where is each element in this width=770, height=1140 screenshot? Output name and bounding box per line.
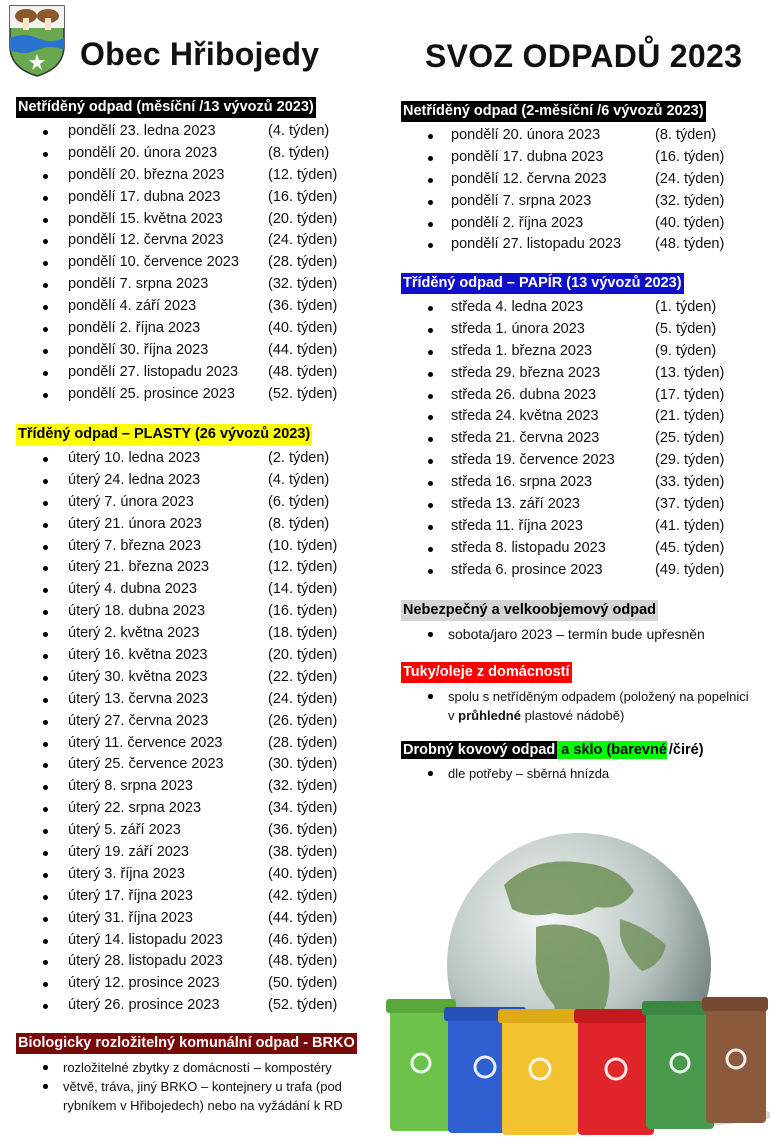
oils-heading: Tuky/oleje z domácností — [401, 662, 572, 683]
schedule-date: středa 26. dubna 2023 — [451, 386, 597, 403]
schedule-week: (13. týden) — [655, 364, 725, 381]
schedule-week: (45. týden) — [655, 539, 725, 556]
schedule-date: úterý 25. července 2023 — [68, 756, 224, 773]
schedule-week: (24. týden) — [655, 170, 725, 187]
schedule-date: pondělí 15. května 2023 — [68, 210, 223, 227]
schedule-date: středa 11. října 2023 — [451, 517, 583, 534]
schedule-item — [16, 209, 338, 231]
schedule-week: (40. týden) — [268, 320, 338, 337]
schedule-item — [16, 536, 338, 558]
schedule-week: (16. týden) — [268, 603, 338, 620]
schedule-date: úterý 10. ledna 2023 — [68, 450, 201, 466]
schedule-week: (46. týden) — [268, 931, 338, 948]
schedule-item — [401, 147, 725, 169]
schedule-date: pondělí 27. listopadu 2023 — [451, 236, 622, 253]
schedule-week: (36. týden) — [268, 298, 338, 315]
glass-clear-heading-part: /čiré) — [668, 742, 704, 758]
schedule-item — [16, 143, 330, 165]
schedule-week: (32. týden) — [268, 276, 338, 293]
schedule-date: pondělí 20. února 2023 — [68, 144, 218, 161]
schedule-item — [16, 886, 338, 908]
schedule-item — [16, 230, 338, 252]
schedule-date: pondělí 25. prosince 2023 — [68, 385, 235, 402]
metal-glass-heading — [401, 741, 706, 760]
schedule-week: (17. týden) — [655, 386, 725, 403]
schedule-date: úterý 27. června 2023 — [68, 712, 209, 729]
mixed-waste-bimonthly-list — [401, 125, 725, 256]
schedule-date: úterý 3. října 2023 — [68, 865, 185, 882]
schedule-week: (6. týden) — [268, 493, 330, 510]
schedule-item — [16, 384, 338, 406]
schedule-item — [16, 689, 338, 711]
coat-of-arms-icon — [6, 2, 68, 78]
schedule-date: úterý 4. dubna 2023 — [68, 581, 197, 598]
schedule-date: úterý 31. října 2023 — [68, 909, 193, 926]
schedule-item — [16, 667, 338, 689]
schedule-date: středa 21. června 2023 — [451, 430, 600, 447]
schedule-date: pondělí 20. března 2023 — [68, 166, 225, 183]
metal-heading-part: Drobný kovový odpad — [403, 742, 556, 758]
schedule-week: (16. týden) — [268, 188, 338, 205]
schedule-item — [16, 121, 330, 143]
schedule-week: (10. týden) — [268, 537, 338, 554]
schedule-item — [16, 733, 338, 755]
schedule-date: pondělí 20. února 2023 — [451, 127, 601, 143]
village-name: Obec Hřibojedy — [80, 36, 320, 72]
schedule-date: úterý 5. září 2023 — [68, 822, 181, 839]
schedule-item — [401, 406, 725, 428]
schedule-week: (8. týden) — [268, 144, 330, 161]
schedule-week: (14. týden) — [268, 581, 338, 598]
hazardous-waste-notes — [401, 625, 705, 644]
schedule-item — [16, 557, 338, 579]
schedule-week: (28. týden) — [268, 254, 338, 271]
schedule-week: (44. týden) — [268, 909, 338, 926]
schedule-date: pondělí 4. září 2023 — [68, 298, 197, 315]
schedule-week: (2. týden) — [268, 450, 330, 466]
schedule-week: (33. týden) — [655, 474, 725, 491]
schedule-item — [401, 125, 717, 147]
schedule-item — [16, 318, 338, 340]
schedule-item — [16, 492, 330, 514]
bio-waste-heading: Biologicky rozložitelný komunální odpad - BRKO — [16, 1033, 357, 1054]
metal-glass-note: dle potřeby – sběrná hnízda — [401, 764, 706, 783]
schedule-date: pondělí 17. dubna 2023 — [451, 148, 604, 165]
schedule-date: úterý 7. března 2023 — [68, 537, 202, 554]
schedule-item — [16, 514, 330, 536]
globe-recycling-bins-icon — [384, 815, 770, 1137]
schedule-date: úterý 26. prosince 2023 — [68, 997, 220, 1014]
schedule-week: (30. týden) — [268, 756, 338, 773]
schedule-week: (8. týden) — [268, 515, 330, 532]
schedule-date: úterý 18. dubna 2023 — [68, 603, 206, 620]
schedule-item — [16, 711, 338, 733]
paper-waste-section — [401, 273, 725, 582]
schedule-week: (28. týden) — [268, 734, 338, 751]
schedule-week: (26. týden) — [268, 712, 338, 729]
schedule-date: středa 6. prosince 2023 — [451, 561, 603, 578]
schedule-item — [16, 908, 338, 930]
schedule-item — [401, 234, 725, 256]
schedule-date: úterý 7. února 2023 — [68, 493, 194, 510]
schedule-week: (52. týden) — [268, 385, 338, 402]
schedule-item — [16, 340, 338, 362]
schedule-week: (48. týden) — [268, 953, 338, 970]
bio-note-compost: rozložitelné zbytky z domácností – kompostéry — [16, 1058, 366, 1077]
schedule-week: (52. týden) — [268, 997, 338, 1014]
schedule-date: pondělí 2. října 2023 — [451, 214, 584, 231]
plastic-waste-section — [16, 424, 338, 1017]
schedule-date: úterý 8. srpna 2023 — [68, 778, 193, 795]
schedule-item — [401, 516, 725, 538]
schedule-item — [401, 213, 725, 235]
bio-waste-notes — [16, 1058, 366, 1115]
schedule-week: (21. týden) — [655, 408, 725, 425]
schedule-date: úterý 22. srpna 2023 — [68, 800, 202, 817]
schedule-date: pondělí 7. srpna 2023 — [451, 192, 592, 209]
schedule-date: pondělí 30. října 2023 — [68, 341, 209, 358]
schedule-week: (4. týden) — [268, 471, 330, 488]
schedule-date: středa 29. března 2023 — [451, 364, 601, 381]
schedule-date: úterý 30. května 2023 — [68, 668, 208, 685]
schedule-week: (25. týden) — [655, 430, 725, 447]
plastic-waste-list — [16, 448, 338, 1017]
schedule-week: (12. týden) — [268, 559, 338, 576]
schedule-item — [16, 623, 338, 645]
schedule-date: pondělí 10. července 2023 — [68, 254, 239, 271]
bio-note-containers: větvě, tráva, jiný BRKO – kontejnery u trafa (pod rybníkem v Hřibojedech) nebo na vyžádání k RD — [16, 1077, 366, 1115]
metal-glass-notes — [401, 764, 706, 783]
schedule-item — [16, 951, 338, 973]
oils-note-start: spolu s netříděným odpadem (položený na popelnici v — [448, 689, 749, 723]
schedule-week: (20. týden) — [268, 647, 338, 664]
mixed-waste-monthly-list — [16, 121, 338, 406]
schedule-date: pondělí 17. dubna 2023 — [68, 188, 221, 205]
oils-note — [401, 687, 751, 725]
hazardous-waste-section — [401, 600, 705, 644]
glass-heading-part: a sklo (barevné — [557, 742, 667, 758]
schedule-week: (44. týden) — [268, 341, 338, 358]
schedule-week: (50. týden) — [268, 975, 338, 992]
plastic-waste-heading: Tříděný odpad – PLASTY (26 vývozů 2023) — [16, 424, 312, 445]
oils-note-end: plastové nádobě) — [520, 708, 625, 723]
schedule-week: (22. týden) — [268, 668, 338, 685]
schedule-item — [16, 754, 338, 776]
mixed-waste-monthly-section — [16, 97, 338, 406]
paper-waste-list — [401, 297, 725, 582]
schedule-date: úterý 19. září 2023 — [68, 844, 189, 861]
schedule-date: úterý 2. května 2023 — [68, 625, 200, 642]
schedule-week: (41. týden) — [655, 517, 725, 534]
schedule-week: (34. týden) — [268, 800, 338, 817]
schedule-item — [16, 820, 338, 842]
schedule-date: středa 8. listopadu 2023 — [451, 539, 606, 556]
schedule-item — [16, 930, 338, 952]
schedule-week: (29. týden) — [655, 452, 725, 469]
schedule-week: (32. týden) — [268, 778, 338, 795]
schedule-date: úterý 13. června 2023 — [68, 690, 209, 707]
schedule-item — [16, 995, 338, 1017]
schedule-item — [401, 428, 725, 450]
schedule-date: úterý 21. března 2023 — [68, 559, 210, 576]
schedule-week: (20. týden) — [268, 210, 338, 227]
schedule-date: pondělí 12. června 2023 — [68, 232, 224, 249]
schedule-week: (24. týden) — [268, 232, 338, 249]
schedule-week: (48. týden) — [268, 363, 338, 380]
schedule-item — [401, 560, 725, 582]
schedule-item — [401, 297, 717, 319]
schedule-item — [401, 319, 717, 341]
schedule-date: úterý 11. července 2023 — [68, 734, 223, 751]
schedule-item — [16, 798, 338, 820]
schedule-week: (18. týden) — [268, 625, 338, 642]
paper-waste-heading: Tříděný odpad – PAPÍR (13 vývozů 2023) — [401, 273, 684, 294]
schedule-date: středa 24. května 2023 — [451, 408, 599, 425]
schedule-date: úterý 21. února 2023 — [68, 515, 202, 532]
schedule-week: (49. týden) — [655, 561, 725, 578]
schedule-date: středa 4. ledna 2023 — [451, 299, 584, 315]
oils-notes — [401, 687, 751, 725]
schedule-item — [401, 191, 725, 213]
schedule-week: (4. týden) — [268, 123, 330, 139]
schedule-date: středa 1. února 2023 — [451, 320, 585, 337]
schedule-week: (1. týden) — [655, 299, 717, 315]
schedule-item — [16, 579, 338, 601]
schedule-date: středa 16. srpna 2023 — [451, 474, 593, 491]
schedule-item — [401, 450, 725, 472]
page-title: SVOZ ODPADŮ 2023 — [425, 38, 743, 74]
schedule-week: (24. týden) — [268, 690, 338, 707]
schedule-week: (8. týden) — [655, 127, 717, 143]
oils-note-bold: průhledné — [458, 708, 521, 723]
schedule-item — [401, 341, 717, 363]
schedule-item — [401, 472, 725, 494]
schedule-item — [16, 645, 338, 667]
mixed-waste-bimonthly-heading: Netříděný odpad (2-měsíční /6 vývozů 2023) — [401, 101, 706, 122]
bio-waste-section — [16, 1033, 366, 1115]
schedule-date: pondělí 27. listopadu 2023 — [68, 363, 239, 380]
schedule-item — [16, 448, 330, 470]
schedule-week: (9. týden) — [655, 342, 717, 359]
schedule-week: (38. týden) — [268, 844, 338, 861]
schedule-week: (36. týden) — [268, 822, 338, 839]
schedule-date: úterý 12. prosince 2023 — [68, 975, 220, 992]
schedule-date: pondělí 7. srpna 2023 — [68, 276, 209, 293]
schedule-week: (40. týden) — [655, 214, 725, 231]
schedule-week: (32. týden) — [655, 192, 725, 209]
schedule-date: úterý 14. listopadu 2023 — [68, 931, 223, 948]
schedule-week: (42. týden) — [268, 887, 338, 904]
oils-section — [401, 662, 751, 725]
schedule-week: (48. týden) — [655, 236, 725, 253]
schedule-item — [16, 187, 338, 209]
hazardous-note: sobota/jaro 2023 – termín bude upřesněn — [401, 625, 705, 644]
schedule-item — [16, 274, 338, 296]
schedule-week: (16. týden) — [655, 148, 725, 165]
schedule-week: (5. týden) — [655, 320, 717, 337]
schedule-item — [16, 973, 338, 995]
metal-glass-section — [401, 741, 706, 783]
schedule-item — [16, 165, 338, 187]
mixed-waste-bimonthly-section — [401, 101, 725, 256]
schedule-item — [16, 842, 338, 864]
mixed-waste-monthly-heading: Netříděný odpad (měsíční /13 vývozů 2023) — [16, 97, 316, 118]
schedule-week: (40. týden) — [268, 865, 338, 882]
schedule-item — [16, 296, 338, 318]
schedule-item — [16, 252, 338, 274]
schedule-item — [401, 494, 725, 516]
schedule-date: úterý 24. ledna 2023 — [68, 471, 201, 488]
schedule-item — [16, 470, 330, 492]
schedule-item — [16, 601, 338, 623]
schedule-date: pondělí 2. října 2023 — [68, 320, 201, 337]
schedule-item — [16, 362, 338, 384]
schedule-date: pondělí 12. června 2023 — [451, 170, 607, 187]
schedule-date: středa 19. července 2023 — [451, 452, 615, 469]
schedule-item — [401, 169, 725, 191]
schedule-date: středa 13. září 2023 — [451, 496, 580, 513]
schedule-date: středa 1. března 2023 — [451, 342, 593, 359]
schedule-item — [401, 538, 725, 560]
schedule-date: úterý 28. listopadu 2023 — [68, 953, 223, 970]
schedule-date: úterý 17. října 2023 — [68, 887, 193, 904]
schedule-item — [16, 776, 338, 798]
schedule-date: pondělí 23. ledna 2023 — [68, 123, 216, 139]
schedule-date: úterý 16. května 2023 — [68, 647, 208, 664]
schedule-week: (12. týden) — [268, 166, 338, 183]
schedule-item — [16, 864, 338, 886]
hazardous-waste-heading: Nebezpečný a velkoobjemový odpad — [401, 600, 658, 621]
schedule-week: (37. týden) — [655, 496, 725, 513]
schedule-item — [401, 385, 725, 407]
schedule-item — [401, 363, 725, 385]
